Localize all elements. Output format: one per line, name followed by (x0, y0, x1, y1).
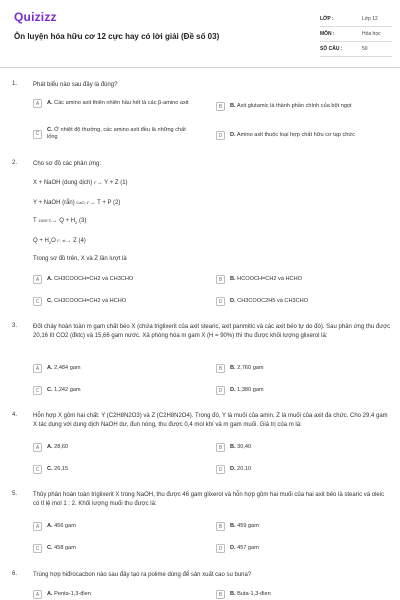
option-b[interactable] (216, 364, 400, 373)
meta-row-count (320, 42, 392, 57)
option-c[interactable] (33, 465, 197, 474)
option-text: C. 26,15 (47, 466, 69, 472)
option-b[interactable] (216, 275, 400, 284)
option-text: D. 457 gam (230, 545, 259, 551)
question-text: Cho sơ đồ các phản ứng: (33, 161, 101, 167)
option-d[interactable] (216, 297, 400, 306)
option-letter-box[interactable]: C (33, 386, 42, 395)
option-text: B. 30,40 (230, 444, 252, 450)
option-letter-box[interactable]: C (33, 465, 42, 474)
option-text: A. 28,60 (47, 444, 69, 450)
option-text: D. CH3COOC2H5 và CH3CHO (230, 298, 309, 304)
option-letter-box[interactable]: D (216, 297, 225, 306)
option-a[interactable] (33, 99, 197, 108)
reaction-3: T $1500^\circ C\to Q + H_2$ (3) (33, 218, 87, 226)
question-number: 1. (12, 81, 18, 87)
option-a[interactable] (33, 275, 197, 284)
question-text: Hỗn hợp X gồm hai chất: Y (C2H8N2O3) và Z (C2H8N2O4). Trong đó, Y là muối của amin, Z là muối của axit đa chức. Cho 29,4 gam X tác dụng với dung dịch NaOH dư, đun nóng, thu được 0,4 mol khí và m gam muối. Giá trị của m là: (33, 413, 388, 428)
option-text: B. 2,760 gam (230, 365, 264, 371)
meta-value: Hóa học (362, 31, 381, 37)
option-letter-box[interactable]: A (33, 364, 42, 373)
option-text: D. 20,10 (230, 466, 252, 472)
question-number: 2. (12, 160, 18, 166)
option-text: C. Ở nhiệt độ thường, các amino axit đều là những chất lỏng (47, 127, 186, 140)
meta-value: Lớp 12 (362, 16, 378, 22)
option-letter-box[interactable]: D (216, 131, 225, 140)
option-d[interactable] (216, 544, 400, 553)
option-text: C. CH3COOCH=CH2 và HCHO (47, 298, 127, 304)
option-text: D. 1,380 gam (230, 387, 264, 393)
option-text: D. Amino axit thuộc loại hợp chất hữu cơ tạp chức (230, 132, 355, 138)
option-text: B. 459 gam (230, 523, 259, 529)
worksheet-meta (320, 12, 392, 57)
option-text: A. 456 gam (47, 523, 76, 529)
question-text: Đốt cháy hoàn toàn m gam chất béo X (chứa triglixerit của axit stearic, axit panmitic và các axit béo tự do đó). Sau phản ứng thu được 20,16 lít CO2 (đktc) và 15,66 gam nước. Xà phòng hóa m gam X (H = 90%) thì thu được khối lượng glixerol là: (33, 324, 391, 339)
option-letter-box[interactable]: B (216, 522, 225, 531)
option-a[interactable] (33, 443, 197, 452)
option-letter-box[interactable]: A (33, 590, 42, 599)
option-c[interactable] (33, 127, 197, 141)
option-b[interactable] (216, 443, 400, 452)
option-letter-box[interactable]: C (33, 544, 42, 553)
option-letter-box[interactable]: C (33, 297, 42, 306)
option-text: A. 2,484 gam (47, 365, 81, 371)
option-letter-box[interactable]: B (216, 364, 225, 373)
question-number: 3. (12, 323, 18, 329)
question-number: 6. (12, 571, 18, 577)
option-a[interactable] (33, 522, 197, 531)
option-letter-box[interactable]: A (33, 275, 42, 284)
question-number: 4. (12, 412, 18, 418)
option-letter-box[interactable]: A (33, 522, 42, 531)
option-letter-box[interactable]: B (216, 590, 225, 599)
option-text: A. CH3COOCH=CH2 và CH3CHO (47, 276, 134, 282)
option-b[interactable] (216, 590, 400, 599)
meta-key: LỚP : (320, 16, 334, 22)
option-text: B. Buta-1,3-đien (230, 591, 271, 597)
option-letter-box[interactable]: C (33, 130, 42, 139)
option-letter-box[interactable]: D (216, 544, 225, 553)
option-b[interactable] (216, 102, 400, 111)
option-letter-box[interactable]: A (33, 99, 42, 108)
option-d[interactable] (216, 465, 400, 474)
worksheet-title: Ôn luyện hóa hữu cơ 12 cực hay có lời giải (Đề số 03) (14, 32, 220, 41)
question-text: Phát biểu nào sau đây là đúng? (33, 82, 118, 88)
option-letter-box[interactable]: B (216, 275, 225, 284)
option-c[interactable] (33, 386, 197, 395)
option-letter-box[interactable]: D (216, 386, 225, 395)
question-text: Trùng hợp hiđrocacbon nào sau đây tạo ra polime dùng để sản xuất cao su buna? (33, 572, 252, 578)
meta-row-subject (320, 27, 392, 42)
question-text: Thủy phân hoàn toàn triglixerit X trong NaOH, thu được 46 gam glixerol và hỗn hợp gồm hai muối của hai axit béo là stearic và oleic có tỉ lệ mol 1 : 2. Khối lượng muối thu được là: (33, 492, 385, 507)
meta-row-class (320, 12, 392, 27)
option-d[interactable] (216, 131, 400, 140)
meta-key: SỐ CÂU : (320, 46, 343, 52)
option-text: C. 1,242 gam (47, 387, 81, 393)
option-c[interactable] (33, 297, 197, 306)
option-letter-box[interactable]: D (216, 465, 225, 474)
option-text: B. Axit glutamic là thành phần chính của bột ngọt (230, 103, 352, 109)
option-text: A. Các amino axit thiên nhiên hầu hết là các β-amino axit (47, 100, 189, 106)
meta-value: 50 (362, 46, 368, 52)
option-letter-box[interactable]: B (216, 102, 225, 111)
question-followup: Trong sơ đồ trên, X và Z lần lượt là (33, 256, 127, 262)
option-c[interactable] (33, 544, 197, 553)
reaction-1: X + NaOH (dung dịch) t°→ Y + Z (1) (33, 180, 128, 186)
option-text: C. 458 gam (47, 545, 76, 551)
option-a[interactable] (33, 364, 197, 373)
option-letter-box[interactable]: B (216, 443, 225, 452)
option-d[interactable] (216, 386, 400, 395)
option-a[interactable] (33, 590, 197, 599)
option-letter-box[interactable]: A (33, 443, 42, 452)
option-b[interactable] (216, 522, 400, 531)
question-number: 5. (12, 491, 18, 497)
reaction-4: $Q + H_2O$ t°, xt→ Z (4) (33, 238, 86, 246)
option-text: B. HCOOCH=CH2 và HCHO (230, 276, 302, 282)
option-text: A. Penta-1,3-đien (47, 591, 91, 597)
quizizz-logo: Quizizz (14, 10, 57, 24)
meta-key: MÔN : (320, 31, 335, 37)
worksheet-header (0, 0, 400, 68)
reaction-2: Y + NaOH (rắn) CaO, t°→ T + P (2) (33, 200, 121, 206)
